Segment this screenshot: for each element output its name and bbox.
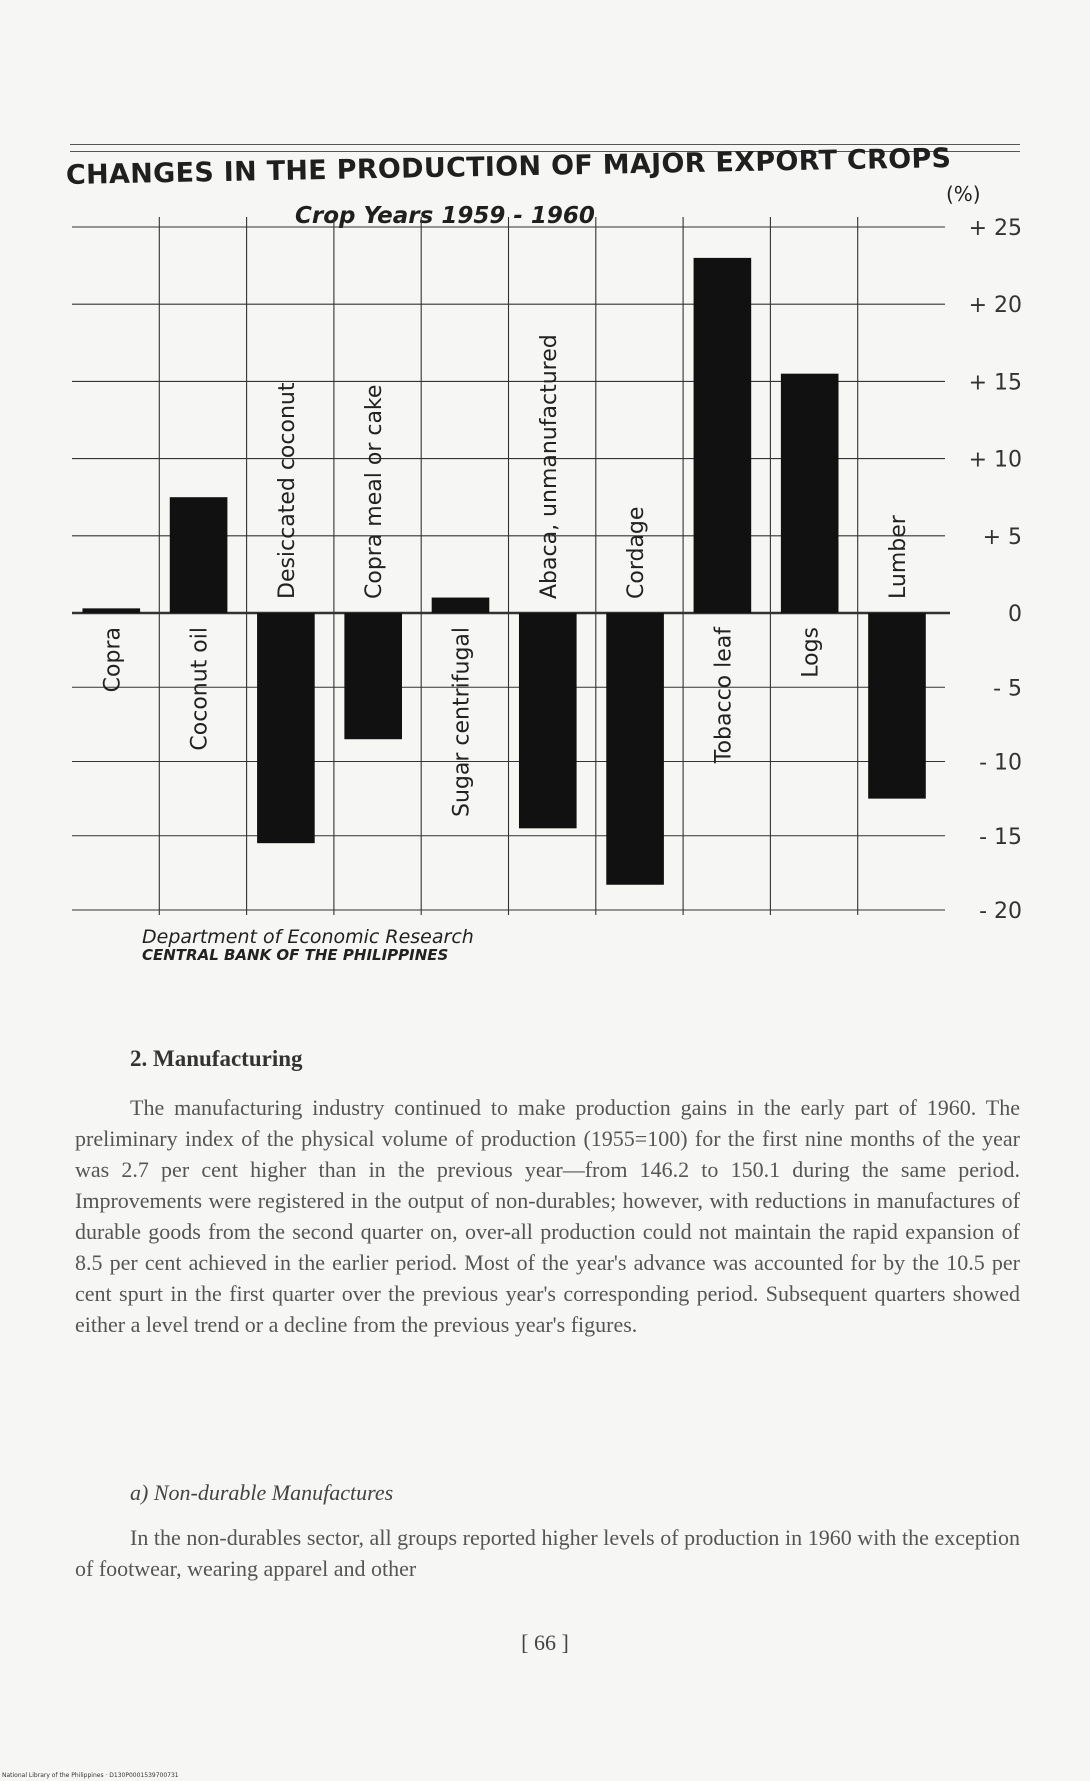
y-tick-label: - 10: [979, 750, 1022, 776]
y-tick-label: - 15: [979, 824, 1022, 850]
category-label: Tobacco leaf: [711, 627, 737, 764]
category-label: Copra meal or cake: [362, 384, 388, 599]
bar-cordage: [606, 613, 664, 885]
unit-label: (%): [946, 182, 981, 206]
subsection-heading: a) Non-durable Manufactures: [130, 1480, 394, 1505]
category-label: Coconut oil: [187, 627, 213, 751]
bar-coconut-oil: [170, 497, 228, 613]
category-label: Logs: [798, 627, 824, 678]
bar-sugar-centrifugal: [432, 598, 490, 613]
paragraph-non-durables: In the non-durables sector, all groups reported higher levels of production in 1960 with the exception of footwear, wearing apparel and other: [75, 1525, 1020, 1581]
bar-copra-meal-or-cake: [344, 613, 402, 739]
category-label: Cordage: [624, 506, 650, 599]
bar-tobacco-leaf: [694, 258, 752, 613]
y-tick-label: + 10: [968, 447, 1022, 473]
section-heading: 2. Manufacturing: [130, 1046, 303, 1071]
paragraph-manufacturing: The manufacturing industry continued to make production gains in the early part of 1960. The preliminary index of the physical volume of production (1955=100) for the first nine months of the year was 2.7 per cent higher than in the previous year—from 146.2 to 150.1 during the same period. Improvements were registered in the output of non-durables; however, with reductions in manufactures of durable goods from the second quarter on, over-all production could not maintain the rapid expansion of 8.5 per cent achieved in the earlier period. Most of the year's advance was accounted for by the 10.5 per cent spurt in the first quarter over the previous year's corresponding period. Subsequent quarters showed either a level trend or a decline from the previous year's figures.: [75, 1095, 1020, 1337]
source-line-1: Department of Economic Research: [142, 926, 474, 948]
y-tick-label: + 5: [982, 524, 1022, 550]
category-label: Sugar centrifugal: [449, 627, 475, 817]
source-line-2: CENTRAL BANK OF THE PHILIPPINES: [142, 946, 449, 964]
bar-desiccated-coconut: [257, 613, 315, 843]
bar-logs: [781, 374, 839, 613]
y-tick-label: - 5: [993, 676, 1022, 702]
page-number: [ 66 ]: [521, 1630, 569, 1655]
y-tick-label: - 20: [979, 899, 1022, 924]
category-label: Copra: [100, 627, 126, 693]
chart-subtitle: Crop Years 1959 - 1960: [295, 203, 595, 229]
y-tick-label: 0: [1008, 602, 1022, 627]
bar-lumber: [868, 613, 926, 799]
category-label: Lumber: [885, 515, 911, 599]
category-label: Abaca, unmanufactured: [536, 334, 562, 599]
category-label: Desiccated coconut: [274, 382, 300, 599]
y-tick-label: + 20: [968, 293, 1022, 319]
chart-title: CHANGES IN THE PRODUCTION OF MAJOR EXPORT CROPS: [65, 143, 952, 191]
footer-stamp: National Library of the Philippines · D130P0001539700731: [2, 1772, 179, 1779]
y-tick-label: + 25: [968, 216, 1022, 241]
bar-abaca-unmanufactured: [519, 613, 577, 828]
y-tick-label: + 15: [968, 370, 1022, 396]
bar-copra: [82, 608, 140, 613]
